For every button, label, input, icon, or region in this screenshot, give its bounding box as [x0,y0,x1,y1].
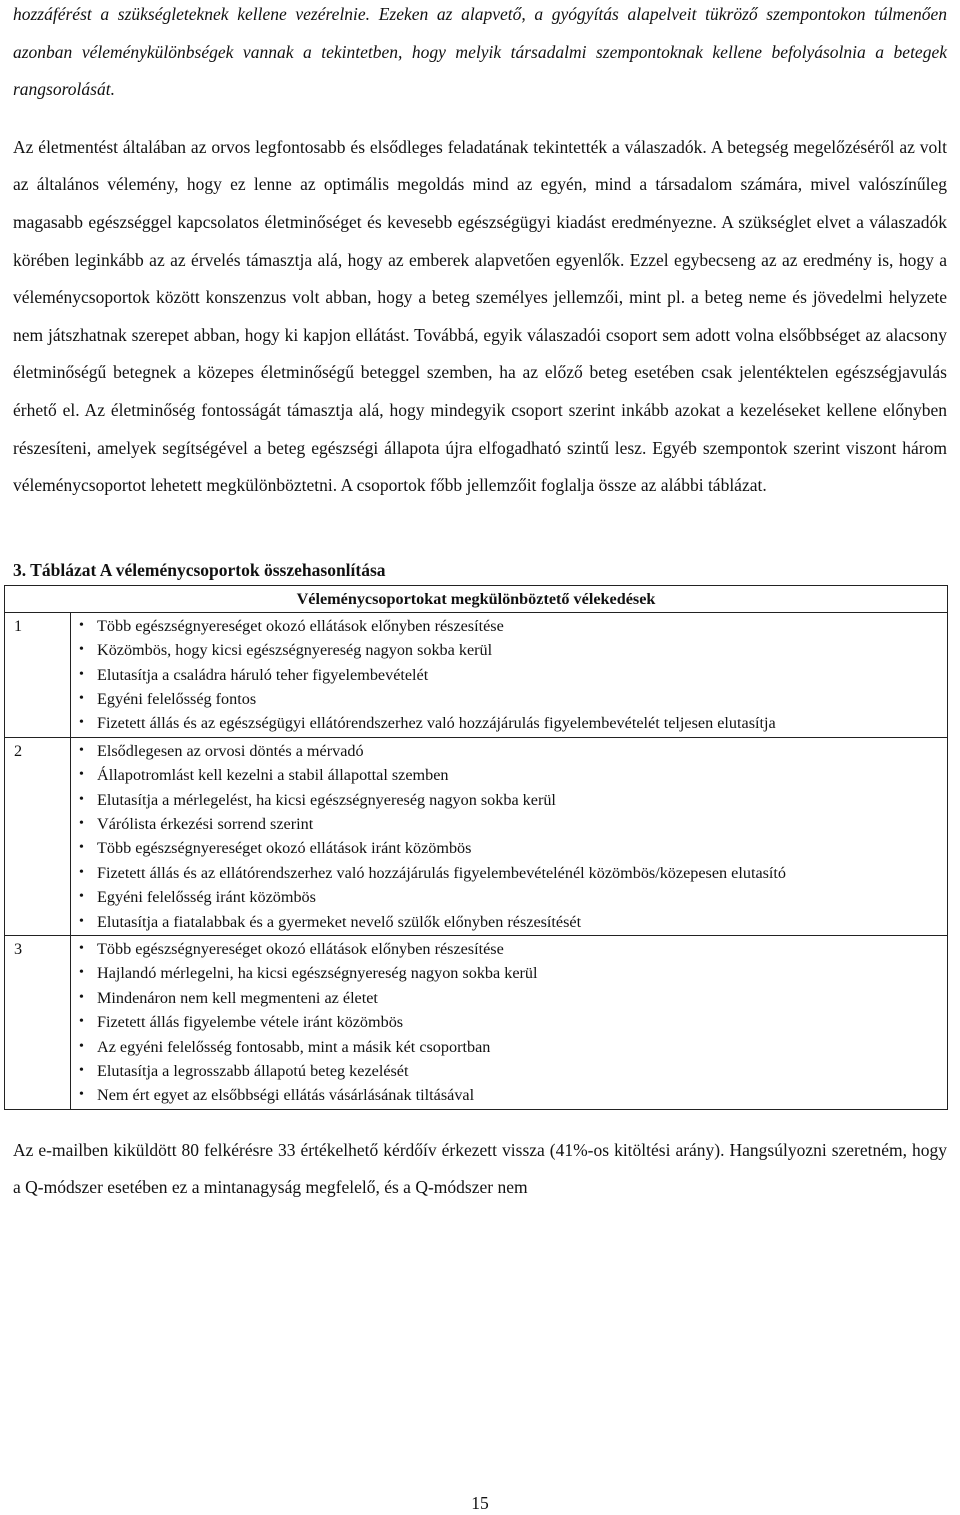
list-item: • Mindenáron nem kell megmenteni az életet [71,986,947,1010]
list-item: • Elutasítja a mérlegelést, ha kicsi egészségnyereség nagyon sokba kerül [71,788,947,812]
list-item: • Több egészségnyereséget okozó ellátások előnyben részesítése [71,614,947,638]
document-page [13,0,947,1207]
comparison-table [4,585,948,1110]
list-item: • Fizetett állás figyelembe vétele iránt közömbös [71,1010,947,1034]
list-item: • Elutasítja a fiatalabbak és a gyermeket nevelő szülők előnyben részesítését [71,910,947,934]
table-header: Véleménycsoportokat megkülönböztető vélekedések [5,585,948,612]
main-paragraph: Az életmentést általában az orvos legfontosabb és elsődleges feladatának tekintették a válaszadók. A betegség megelőzéséről az volt az általános vélemény, hogy ez lenne az optimális megoldás mind az egyén, mind a társadalom számára, mivel valószínűleg magasabb egészséggel kapcsolatos életminőséget és kevesebb egészségügyi kiadást eredményezne. A szükséglet elvet a válaszadók körében leginkább az az érvelés támasztja alá, hogy az emberek alapvetően egyenlők. Ezzel egybecseng az az eredmény is, hogy a véleménycsoportok között konszenzus volt abban, hogy a beteg személyes jellemzői, mint pl. a beteg neme és jövedelmi helyzete nem játszhatnak szerepet abban, hogy ki kapjon ellátást. Továbbá, egyik válaszadói csoport sem adott volna elsőbbséget az alacsony életminőségű betegnek a közepes életminőségű beteggel szemben, ha az előző beteg esetében csak jelentéktelen egészségjavulás érhető el. Az életminőség fontosságát támasztja alá, hogy mindegyik csoport szerint inkább azokat a kezeléseket kellene előnyben részesíteni, amelyek segítségével a beteg egészségi állapota újra elfogadható szintű lesz. Egyéb szempontok szerint viszont három véleménycsoportot lehetett megkülönböztetni. A csoportok főbb jellemzőit foglalja össze az alábbi táblázat. [13,136,947,496]
group-number: 3 [5,936,71,1110]
group-3-list [71,937,947,1108]
table-header-row [5,585,948,612]
list-item: • Egyéni felelősség fontos [71,687,947,711]
footer-paragraph: Az e-mailben kiküldött 80 felkérésre 33 értékelhető kérdőív érkezett vissza (41%-os kitöltési arány). Hangsúlyozni szeretném, hogy a Q-módszer esetében ez a mintanagyság megfelelő, és a Q-módszer nem [13,1139,947,1198]
list-item: • Elutasítja a családra háruló teher figyelembevételét [71,663,947,687]
list-item: • Hajlandó mérlegelni, ha kicsi egészségnyereség nagyon sokba kerül [71,961,947,985]
group-number: 2 [5,737,71,935]
list-item: • Egyéni felelősség iránt közömbös [71,885,947,909]
table-row [5,737,948,935]
page-number: 15 [471,1493,489,1513]
table-row [5,936,948,1110]
list-item: • Állapotromlást kell kezelni a stabil állapottal szemben [71,763,947,787]
intro-paragraph: hozzáférést a szükségleteknek kellene vezérelnie. Ezeken az alapvető, a gyógyítás alapelveit tükröző szempontokon túlmenően azonban véleménykülönbségek vannak a tekintetben, hogy melyik társadalmi szempontoknak kellene befolyásolnia a betegek rangsorolását. [13,4,947,100]
group-2-list [71,739,947,934]
list-item: • Nem ért egyet az elsőbbségi ellátás vásárlásának tiltásával [71,1083,947,1107]
list-item: • Elsődlegesen az orvosi döntés a mérvadó [71,739,947,763]
list-item: • Az egyéni felelősség fontosabb, mint a másik két csoportban [71,1035,947,1059]
table-row [5,612,948,737]
list-item: • Több egészségnyereséget okozó ellátások iránt közömbös [71,836,947,860]
list-item: • Több egészségnyereséget okozó ellátások előnyben részesítése [71,937,947,961]
list-item: • Fizetett állás és az egészségügyi ellátórendszerhez való hozzájárulás figyelembevételét teljesen elutasítja [71,711,947,735]
list-item: • Közömbös, hogy kicsi egészségnyereség nagyon sokba kerül [71,638,947,662]
list-item: • Elutasítja a legrosszabb állapotú beteg kezelését [71,1059,947,1083]
table-title: 3. Táblázat A véleménycsoportok összehasonlítása [13,559,386,580]
list-item: • Várólista érkezési sorrend szerint [71,812,947,836]
group-number: 1 [5,612,71,737]
list-item: • Fizetett állás és az ellátórendszerhez való hozzájárulás figyelembevételénél közömbös/közepesen elutasító [71,861,947,885]
group-1-list [71,614,947,736]
